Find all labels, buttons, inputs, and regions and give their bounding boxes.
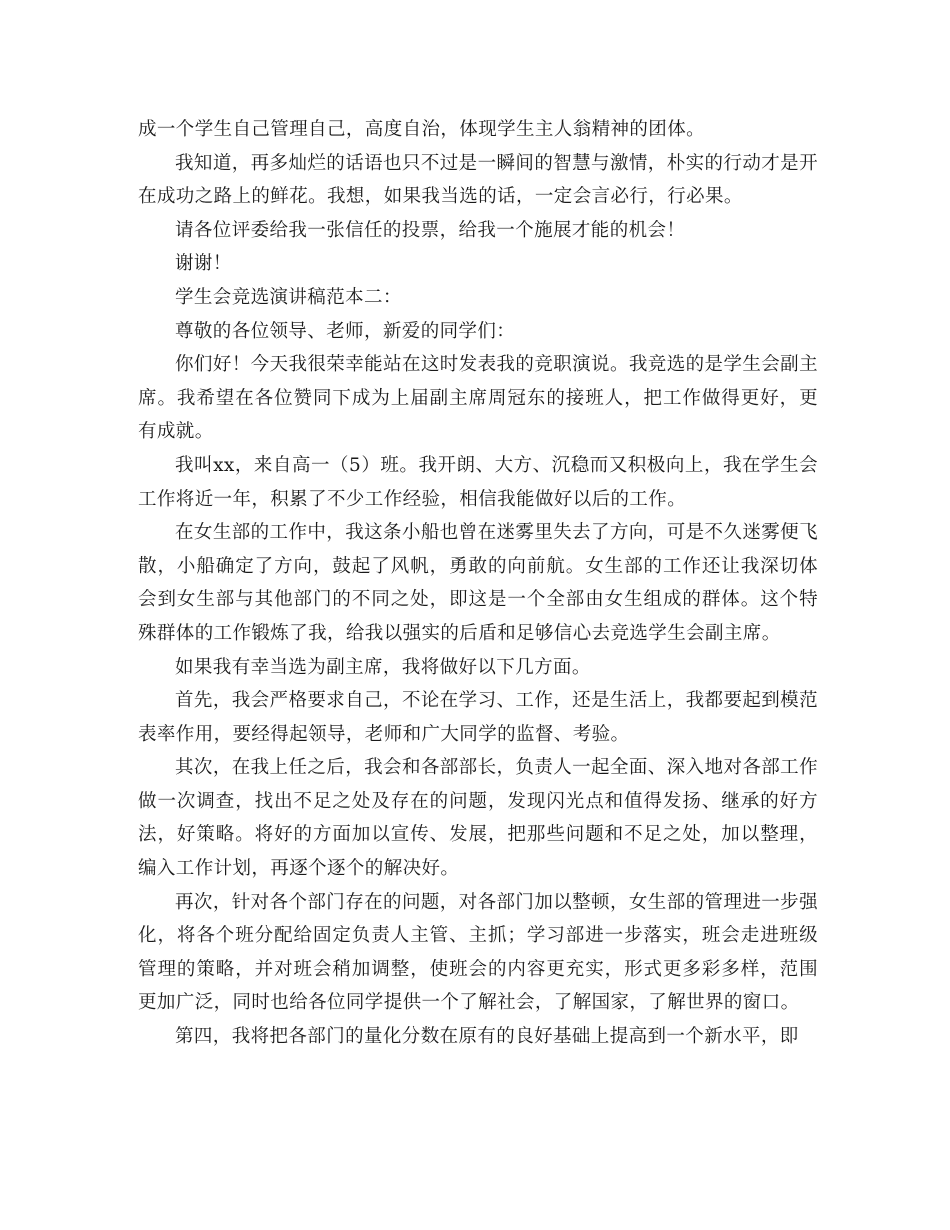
paragraph: 谢谢！ — [175, 253, 232, 275]
paragraph: 你们好！今天我很荣幸能站在这时发表我的竞职演说。我竞选的是学生会副主席。我希望在各位赞同下成为上届副主席周冠东的接班人，把工作做得更好，更有成就。 — [138, 354, 818, 443]
document-body — [138, 113, 818, 1054]
paragraph: 我叫xx，来自高一（5）班。我开朗、大方、沉稳而又积极向上，我在学生会工作将近一年，积累了不少工作经验，相信我能做好以后的工作。 — [138, 454, 818, 510]
paragraph: 在女生部的工作中，我这条小船也曾在迷雾里失去了方向，可是不久迷雾便飞散，小船确定了方向，鼓起了风帆，勇敢的向前航。女生部的工作还让我深切体会到女生部与其他部门的不同之处，即这是一个全部由女生组成的群体。这个特殊群体的工作锻炼了我，给我以强实的后盾和足够信心去竞选学生会副主席。 — [138, 522, 818, 644]
paragraph: 其次，在我上任之后，我会和各部部长，负责人一起全面、深入地对各部工作做一次调查，找出不足之处及存在的问题，发现闪光点和值得发扬、继承的好方法，好策略。将好的方面加以宣传、发展，把那些问题和不足之处，加以整理，编入工作计划，再逐个逐个的解决好。 — [138, 757, 818, 880]
paragraph: 我知道，再多灿烂的话语也只不过是一瞬间的智慧与激情，朴实的行动才是开在成功之路上的鲜花。我想，如果我当选的话，一定会言必行，行必果。 — [138, 152, 818, 208]
paragraph-continuation: 成一个学生自己管理自己，高度自治，体现学生主人翁精神的团体。 — [138, 119, 706, 140]
paragraph: 再次，针对各个部门存在的问题，对各部门加以整顿，女生部的管理进一步强化，将各个班分配给固定负责人主管、主抓；学习部进一步落实，班会走进班级管理的策略，并对班会稍加调整，使班会的内容更充实，形式更多彩多样，范围更加广泛，同时也给各位同学提供一个了解社会，了解国家，了解世界的窗口。 — [138, 891, 818, 1014]
paragraph: 首先，我会严格要求自己，不论在学习、工作，还是生活上，我都要起到模范表率作用，要经得起领导，老师和广大同学的监督、考验。 — [138, 690, 818, 745]
paragraph: 如果我有幸当选为副主席，我将做好以下几方面。 — [175, 656, 591, 678]
section-heading: 学生会竞选演讲稿范本二： — [175, 286, 402, 308]
salutation: 尊敬的各位领导、老师，新爱的同学们： — [175, 320, 516, 342]
paragraph: 第四，我将把各部门的量化分数在原有的良好基础上提高到一个新水平，即 — [175, 1026, 799, 1048]
paragraph: 请各位评委给我一张信任的投票，给我一个施展才能的机会！ — [175, 219, 686, 241]
